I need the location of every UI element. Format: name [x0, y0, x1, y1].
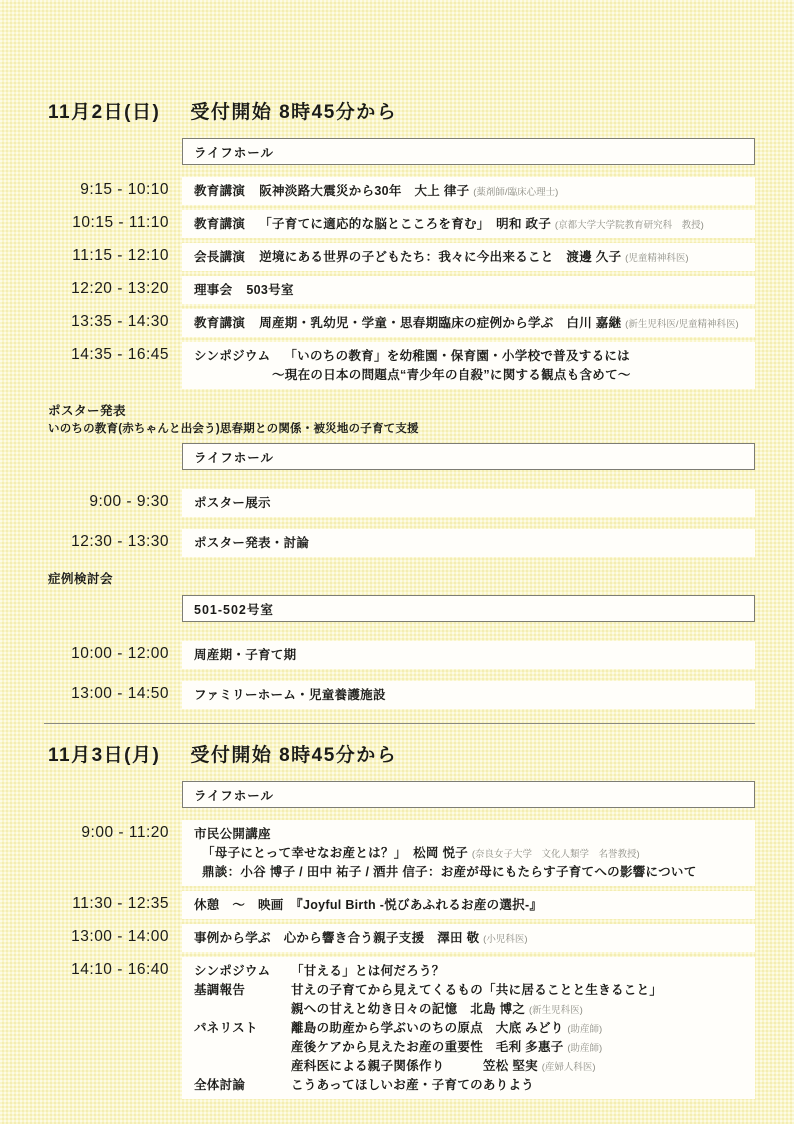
session-title: 休憩 ～ 映画 『Joyful Birth -悦びあふれるお産の選択-』 [194, 898, 543, 912]
day2-title [48, 740, 755, 767]
session-title: 周産期・子育て期 [194, 648, 297, 662]
session-type: シンポジウム [194, 349, 271, 363]
symposium-label: パネリスト [194, 1021, 258, 1035]
speaker-credential: (児童精神科医) [625, 253, 689, 264]
speaker-credential: (助産師) [567, 1043, 603, 1054]
schedule-row [48, 957, 755, 1099]
time-slot: 13:35 - 14:30 [71, 313, 169, 330]
symposium-text [291, 1076, 743, 1095]
session-cell [182, 529, 755, 557]
schedule-row [48, 243, 755, 271]
session-cell [182, 243, 755, 271]
keynote-title: 甘えの子育てから見えてくるもの「共に居ることと生きること」 [291, 983, 663, 997]
session-cell [182, 641, 755, 669]
session-cell [182, 489, 755, 517]
speaker-credential: (奈良女子大学 文化人類学 名誉教授) [471, 849, 640, 860]
time-slot: 9:00 - 11:20 [81, 824, 169, 841]
schedule-row [48, 820, 755, 886]
time-slot: 11:30 - 12:35 [72, 895, 169, 912]
speaker-credential: (京都大学大学院教育研究科 教授) [554, 220, 704, 231]
symposium-title-line [194, 347, 743, 366]
session-cell [182, 820, 755, 886]
panelist-entry: 離島の助産から学ぶいのちの原点 大底 みどり [291, 1021, 564, 1035]
symposium-subtitle-line: ～現在の日本の問題点“青少年の自殺”に関する観点も含めて～ [272, 368, 631, 382]
day2-date: 11月3日(月) [48, 745, 161, 766]
session-cell [182, 891, 755, 919]
day2-venue-box: ライフホール [182, 781, 755, 808]
schedule-row [48, 210, 755, 238]
symposium-label: 全体討論 [194, 1078, 246, 1092]
panelist-entry: 産後ケアから見えたお産の重要性 毛利 多惠子 [291, 1040, 564, 1054]
session-cell [182, 681, 755, 709]
session-cell [182, 309, 755, 337]
symposium-text [291, 1057, 743, 1076]
civic-lecture-title-line [194, 844, 743, 863]
session-title: ポスター展示 [194, 496, 271, 510]
schedule-row [48, 309, 755, 337]
time-slot: 13:00 - 14:00 [71, 928, 169, 945]
day1-venue-box: ライフホール [182, 138, 755, 165]
poster-venue-box: ライフホール [182, 443, 755, 470]
symposium-label [194, 1057, 291, 1076]
speaker-credential: (小児科医) [483, 934, 528, 945]
symposium-text [291, 1019, 743, 1038]
day2-reception-time: 受付開始 8時45分から [190, 745, 398, 766]
session-title: 逆境にある世界の子どもたち：我々に今出来ること 渡邊 久子 [259, 250, 622, 264]
time-slot: 9:00 - 9:30 [89, 493, 169, 510]
session-title: 周産期・乳幼児・学童・思春期臨床の症例から学ぶ 白川 嘉継 [259, 316, 622, 330]
session-title: 「子育てに適応的な脳とこころを育む」 明和 政子 [259, 217, 552, 231]
day1-date: 11月2日(日) [48, 102, 161, 123]
session-title: 事例から学ぶ 心から響き合う親子支援 澤田 敬 [194, 931, 480, 945]
session-type: 教育講演 [194, 217, 246, 231]
symposium-label: 基調報告 [194, 983, 246, 997]
symposium-text [291, 1038, 743, 1057]
session-cell [182, 177, 755, 205]
session-type: 教育講演 [194, 184, 246, 198]
symposium-grid [194, 962, 743, 1095]
schedule-row [48, 641, 755, 669]
schedule-row [48, 276, 755, 304]
poster-section-heading: ポスター発表 [48, 404, 127, 418]
speaker-credential: (薬剤師/臨床心理士) [473, 187, 559, 198]
symposium-label [194, 1000, 291, 1019]
time-slot: 12:20 - 13:20 [71, 280, 169, 297]
symposium-cell [182, 957, 755, 1099]
symposium-label [194, 1038, 291, 1057]
time-slot: 9:15 - 10:10 [80, 181, 169, 198]
panelist-entry: 産科医による親子関係作り 笠松 堅実 [291, 1059, 538, 1073]
case-review-heading: 症例検討会 [48, 572, 114, 586]
schedule-row [48, 891, 755, 919]
session-title: ファミリーホーム・児童養護施設 [194, 688, 386, 702]
time-slot: 10:00 - 12:00 [71, 645, 169, 662]
session-title: 503号室 [246, 283, 294, 297]
time-slot: 14:10 - 16:40 [71, 961, 169, 978]
time-slot: 11:15 - 12:10 [72, 247, 169, 264]
civic-lecture-heading: 市民公開講座 [194, 827, 271, 841]
time-slot: 13:00 - 14:50 [71, 685, 169, 702]
time-slot: 14:35 - 16:45 [71, 346, 169, 363]
schedule-row [48, 342, 755, 389]
session-cell [182, 276, 755, 304]
schedule-row [48, 177, 755, 205]
day1-reception-time: 受付開始 8時45分から [190, 102, 398, 123]
symposium-topic: 「甘える」とは何だろう？ [291, 964, 445, 978]
speaker-credential: (新生児科医/児童精神科医) [625, 319, 739, 330]
session-cell [182, 210, 755, 238]
symposium-label: シンポジウム [194, 964, 271, 978]
session-type: 理事会 [194, 283, 233, 297]
session-cell [182, 924, 755, 952]
general-discussion-title: こうあってほしいお産・子育てのありよう [291, 1078, 535, 1092]
symposium-text [291, 1000, 743, 1019]
schedule-row [48, 924, 755, 952]
lecture-title: 「母子にとって幸せなお産とは？」 松岡 悦子 [202, 846, 469, 860]
speaker-credential: (産婦人科医) [541, 1062, 596, 1073]
time-slot: 10:15 - 11:10 [72, 214, 169, 231]
poster-section-subheading: いのちの教育(赤ちゃんと出会う)思春期との関係・被災地の子育て支援 [48, 423, 419, 435]
speaker-credential: (新生児科医) [528, 1005, 583, 1016]
session-type: 教育講演 [194, 316, 246, 330]
symposium-text [291, 981, 743, 1000]
keynote-title: 親への甘えと幼き日々の記憶 北島 博之 [291, 1002, 526, 1016]
session-type: 会長講演 [194, 250, 246, 264]
schedule-row [48, 681, 755, 709]
session-title: 阪神淡路大震災から30年 大上 律子 [259, 184, 470, 198]
session-title: 「いのちの教育」を幼稚園・保育園・小学校で普及するには [284, 349, 630, 363]
speaker-credential: (助産師) [567, 1024, 603, 1035]
time-slot: 12:30 - 13:30 [71, 533, 169, 550]
case-review-venue-box: 501-502号室 [182, 595, 755, 622]
day1-title [48, 97, 755, 124]
day-separator-line [44, 723, 755, 724]
schedule-row [48, 489, 755, 517]
civic-panel-talk-line: 鼎談：小谷 博子 / 田中 祐子 / 酒井 信子：お産が母にもたらす子育てへの影響について [202, 865, 697, 879]
symposium-text [291, 962, 743, 981]
schedule-row [48, 529, 755, 557]
session-title: ポスター発表・討論 [194, 536, 310, 550]
session-cell [182, 342, 755, 389]
